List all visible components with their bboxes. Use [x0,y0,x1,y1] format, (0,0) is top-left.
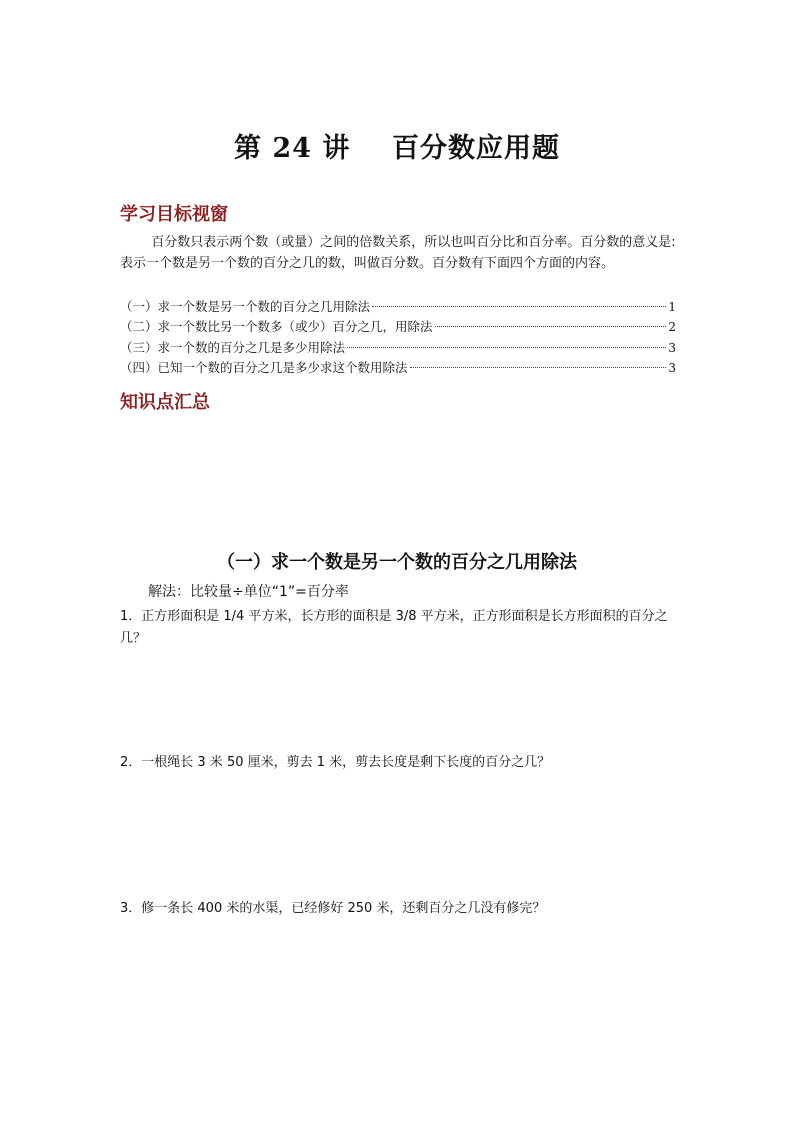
toc-entry-label: （一）求一个数是另一个数的百分之几用除法 [120,299,371,314]
toc-entry-label: （三）求一个数的百分之几是多少用除法 [120,340,346,355]
toc-entry-label: （四）已知一个数的百分之几是多少求这个数用除法 [120,360,408,375]
toc-leader-dots [347,347,666,348]
toc-page-number: 3 [668,361,676,375]
intro-paragraph: 百分数只表示两个数（或量）之间的倍数关系，所以也叫百分比和百分率。百分数的意义是: 表示一个数是另一个数的百分之几的数，叫做百分数。百分数有下面四个方面的内容。 [120,235,676,271]
toc-page-number: 3 [668,341,676,355]
question: 1．正方形面积是 1/4 平方米，长方形的面积是 3/8 平方米，正方形面积是长方形面积的百分之几？ [120,609,668,646]
method-formula: 解法：比较量÷单位“1”=百分率 [148,584,349,600]
toc-entry[interactable] [120,358,676,378]
toc-leader-dots [410,367,667,368]
page-title: 第 24 讲 百分数应用题 [234,133,560,164]
toc-entry[interactable] [120,297,676,317]
part-heading: （一）求一个数是另一个数的百分之几用除法 [217,552,577,573]
section-heading-knowledge-summary: 知识点汇总 [120,392,210,413]
question: 2．一根绳长 3 米 50 厘米，剪去 1 米，剪去长度是剩下长度的百分之几？ [120,755,551,770]
toc-entry-label: （二）求一个数比另一个数多（或少）百分之几，用除法 [120,319,433,334]
toc-leader-dots [372,306,666,307]
toc-page-number: 1 [668,300,676,314]
toc-leader-dots [435,326,667,327]
toc-entry[interactable] [120,338,676,358]
toc-entry[interactable] [120,317,676,337]
toc-page-number: 2 [668,320,676,334]
question: 3．修一条长 400 米的水渠，已经修好 250 米，还剩百分之几没有修完？ [120,901,546,916]
section-heading-learning-goals: 学习目标视窗 [120,204,228,225]
